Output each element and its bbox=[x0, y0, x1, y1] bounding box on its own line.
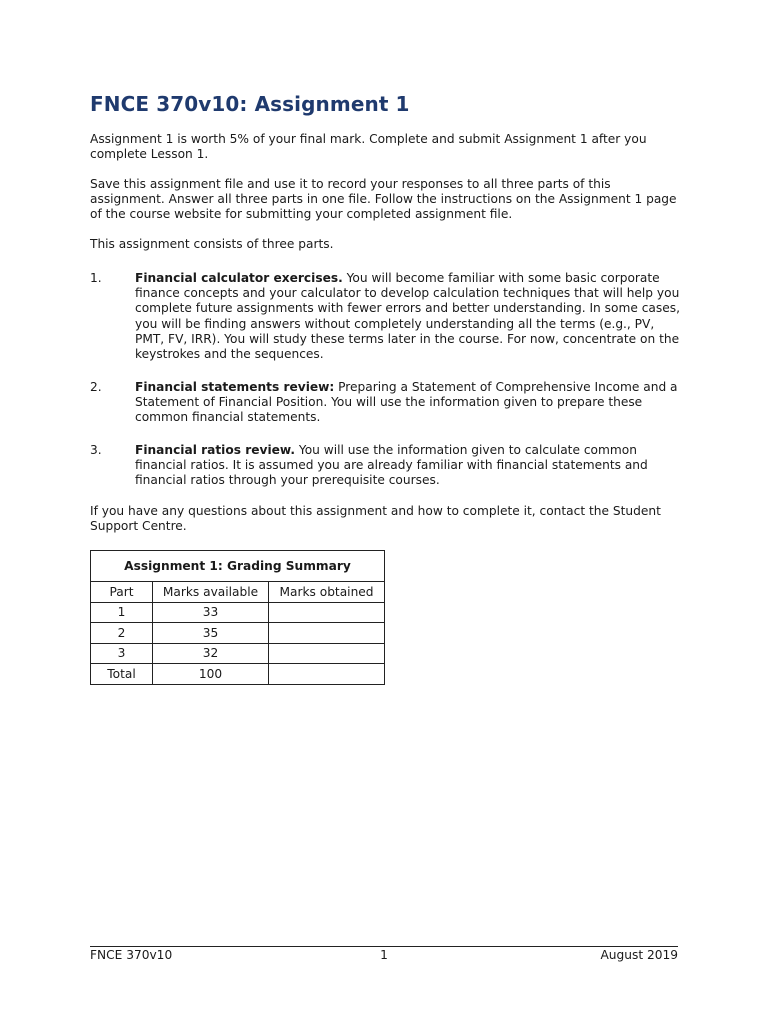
table-caption-row bbox=[91, 551, 385, 582]
list-number: 1. bbox=[90, 271, 102, 285]
cell-part: 3 bbox=[91, 643, 153, 664]
cell-marks-obtained bbox=[269, 602, 385, 623]
header-part: Part bbox=[91, 582, 153, 603]
table-row bbox=[91, 643, 385, 664]
footer-date: August 2019 bbox=[600, 948, 678, 962]
intro-paragraph-worth: Assignment 1 is worth 5% of your final mark. Complete and submit Assignment 1 after you complete Lesson 1. bbox=[90, 132, 647, 162]
cell-marks-obtained bbox=[269, 664, 385, 685]
header-marks-available: Marks available bbox=[153, 582, 269, 603]
list-item-text: You will become familiar with some basic corporate finance concepts and your calculator to develop calculation techniques that will help you complete future assignments with fewer errors and better understanding. In some cases, you will be finding answers without completely understanding all the terms (e.g., PV, PMT, FV, IRR). You will study these terms later in the course. For now, concentrate on the keystrokes and the sequences. bbox=[135, 271, 680, 362]
footer-page-number: 1 bbox=[380, 948, 388, 962]
list-item-heading: Financial calculator exercises. bbox=[135, 271, 343, 285]
header-marks-obtained: Marks obtained bbox=[269, 582, 385, 603]
cell-marks-available: 32 bbox=[153, 643, 269, 664]
cell-marks-available: 35 bbox=[153, 623, 269, 644]
cell-marks-available: 100 bbox=[153, 664, 269, 685]
grading-summary-table bbox=[90, 550, 385, 685]
cell-part: Total bbox=[91, 664, 153, 685]
intro-paragraph-parts: This assignment consists of three parts. bbox=[90, 237, 334, 251]
closing-paragraph: If you have any questions about this assignment and how to complete it, contact the Student Support Centre. bbox=[90, 504, 661, 534]
list-item-text: You will use the information given to calculate common financial ratios. It is assumed you are already familiar with financial statements and financial ratios through your prerequisite courses. bbox=[135, 443, 648, 488]
list-item-body bbox=[135, 380, 680, 426]
cell-marks-obtained bbox=[269, 643, 385, 664]
cell-part: 1 bbox=[91, 602, 153, 623]
table-row bbox=[91, 623, 385, 644]
list-item-heading: Financial statements review: bbox=[135, 380, 335, 394]
list-item-text: Preparing a Statement of Comprehensive Income and a Statement of Financial Position. You will use the information given to prepare these common financial statements. bbox=[135, 380, 678, 425]
list-item-body bbox=[135, 443, 680, 489]
table-row bbox=[91, 602, 385, 623]
cell-marks-obtained bbox=[269, 623, 385, 644]
cell-part: 2 bbox=[91, 623, 153, 644]
footer-course-code: FNCE 370v10 bbox=[90, 948, 173, 962]
footer-divider bbox=[90, 946, 678, 947]
list-number: 2. bbox=[90, 380, 102, 394]
table-row-total bbox=[91, 664, 385, 685]
document-title: FNCE 370v10: Assignment 1 bbox=[90, 92, 410, 116]
list-item-heading: Financial ratios review. bbox=[135, 443, 296, 457]
intro-paragraph-instructions: Save this assignment file and use it to record your responses to all three parts of this assignment. Answer all three parts in one file. Follow the instructions on the Assignment 1 page of the course website for submitting your completed assignment file. bbox=[90, 177, 677, 222]
list-number: 3. bbox=[90, 443, 102, 457]
table-caption: Assignment 1: Grading Summary bbox=[91, 551, 385, 582]
table-header-row bbox=[91, 582, 385, 603]
cell-marks-available: 33 bbox=[153, 602, 269, 623]
list-item-body bbox=[135, 271, 680, 362]
